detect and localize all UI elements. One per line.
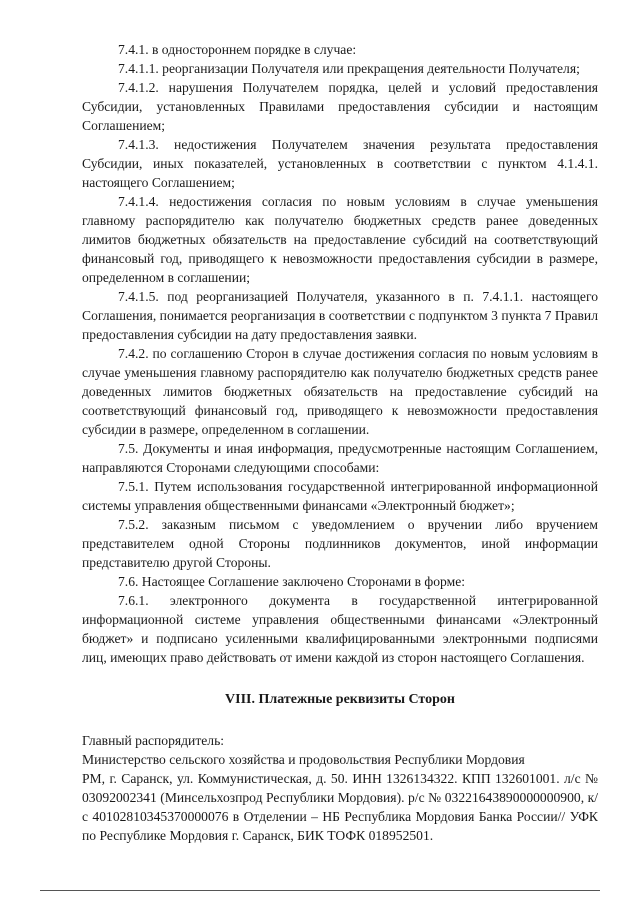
paragraph-7-5: 7.5. Документы и иная информация, предусмотренные настоящим Соглашением, направляются Сторонами следующими способами: (82, 441, 598, 475)
footer-divider (40, 890, 600, 891)
paragraph-7-4-1-2: 7.4.1.2. нарушения Получателем порядка, целей и условий предоставления Субсидии, установленных Правилами предоставления субсидии и настоящим Соглашением; (82, 80, 598, 133)
paragraph-7-4-1-5: 7.4.1.5. под реорганизацией Получателя, указанного в п. 7.4.1.1. настоящего Соглашения, понимается реорганизация в соответствии с подпунктом 3 пункта 7 Правил предоставления субсидии на дату предоставления заявки. (82, 289, 598, 342)
requisites-block (82, 731, 598, 845)
paragraph-7-6-1: 7.6.1. электронного документа в государственной интегрированной информационной системе управления общественными финансами «Электронный бюджет» и подписано усиленными квалифицированными электронными подписями лиц, имеющих право действовать от имени каждой из сторон настоящего Соглашения. (82, 593, 598, 665)
requisites-address: РМ, г. Саранск, ул. Коммунистическая, д. 50. ИНН 1326134322. КПП 132601001. л/с № 03092002341 (Минсельхозпрод Республики Мордовия). р/с № 03221643890000000900, к/с 40102810345370000076 в Отделении – НБ Республика Мордовия Банка России// УФК по Республике Мордовия г. Саранск, БИК ТОФК 018952501. (82, 771, 598, 843)
requisites-label: Главный распорядитель: (82, 733, 225, 748)
paragraph-7-6: 7.6. Настоящее Соглашение заключено Сторонами в форме: (118, 574, 466, 589)
paragraph-7-5-1: 7.5.1. Путем использования государственной интегрированной информационной системы управления общественными финансами «Электронный бюджет»; (82, 479, 598, 513)
paragraph-7-4-1-1: 7.4.1.1. реорганизации Получателя или прекращения деятельности Получателя; (118, 61, 580, 76)
requisites-org: Министерство сельского хозяйства и продовольствия Республики Мордовия (82, 752, 525, 767)
paragraph-7-4-1-3: 7.4.1.3. недостижения Получателем значения результата предоставления Субсидии, иных показателей, установленных в соответствии с пунктом 4.1.4.1. настоящего Соглашением; (82, 137, 598, 190)
paragraph-7-4-2: 7.4.2. по соглашению Сторон в случае достижения согласия по новым условиям в случае уменьшения главному распорядителю как получателю бюджетных средств ранее доведенных лимитов бюджетных обязательств на предоставление субсидий на соответствующий финансовый год, приводящего к невозможности предоставления субсидии в размере, определенном в соглашении. (82, 346, 598, 437)
paragraph-7-4-1-4: 7.4.1.4. недостижения согласия по новым условиям в случае уменьшения главному распорядителю как получателю бюджетных средств ранее доведенных лимитов бюджетных обязательств на предоставление субсидий на соответствующий финансовый год, приводящего к невозможности предоставления субсидии в размере, определенном в соглашении; (82, 194, 598, 285)
paragraph-7-5-2: 7.5.2. заказным письмом с уведомлением о вручении либо вручением представителем одной Стороны подлинников документов, иной информации представителю другой Стороны. (82, 517, 598, 570)
section-heading: VIII. Платежные реквизиты Сторон (225, 692, 455, 707)
document-page (82, 40, 598, 845)
paragraph-7-4-1: 7.4.1. в одностороннем порядке в случае: (118, 42, 357, 57)
